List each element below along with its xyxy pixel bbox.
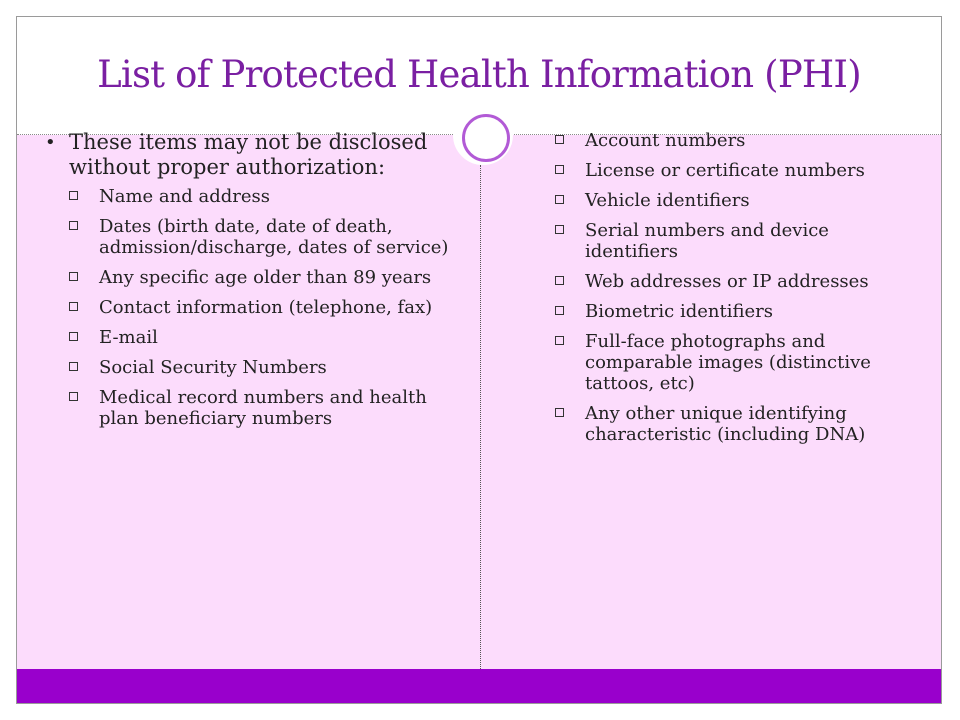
list-item-text: Full-face photographs and comparable images (distinctive tattoos, etc) — [585, 331, 871, 394]
square-bullet-icon — [555, 225, 564, 234]
list-item — [67, 267, 457, 288]
list-item — [67, 297, 457, 318]
list-item-text: Vehicle identifiers — [585, 190, 750, 211]
column-divider — [480, 165, 481, 671]
square-bullet-icon — [69, 332, 78, 341]
list-item — [553, 301, 923, 322]
list-item — [553, 220, 923, 262]
list-item-text: Medical record numbers and health plan beneficiary numbers — [99, 387, 427, 429]
list-item-text: Social Security Numbers — [99, 357, 327, 378]
list-item-text: Dates (birth date, date of death, admission/discharge, dates of service) — [99, 216, 449, 258]
list-item — [67, 327, 457, 348]
list-item-text: Biometric identifiers — [585, 301, 773, 322]
bullet-dot-icon: • — [45, 132, 56, 153]
square-bullet-icon — [69, 392, 78, 401]
list-item-text: Serial numbers and device identifiers — [585, 220, 829, 262]
list-item-text: License or certificate numbers — [585, 160, 865, 181]
circle-ornament-icon — [453, 105, 513, 165]
square-bullet-icon — [555, 165, 564, 174]
list-item — [553, 130, 923, 151]
right-column — [553, 130, 923, 454]
list-item-text: Any specific age older than 89 years — [99, 267, 432, 288]
square-bullet-icon — [69, 302, 78, 311]
left-column — [45, 130, 457, 438]
square-bullet-icon — [69, 362, 78, 371]
square-bullet-icon — [555, 408, 564, 417]
list-item-text: Web addresses or IP addresses — [585, 271, 869, 292]
list-item — [553, 403, 923, 445]
list-item — [553, 190, 923, 211]
list-item — [67, 387, 457, 429]
square-bullet-icon — [69, 272, 78, 281]
lead-bullet — [45, 130, 457, 180]
circle-ring-icon — [462, 114, 510, 162]
list-item — [553, 160, 923, 181]
list-item — [67, 357, 457, 378]
list-item-text: Contact information (telephone, fax) — [99, 297, 433, 318]
list-item-text: Account numbers — [585, 130, 746, 151]
list-item — [553, 331, 923, 394]
slide-title: List of Protected Health Information (PHI) — [97, 53, 861, 96]
list-item — [67, 216, 457, 258]
list-item-text: Any other unique identifying characteristic (including DNA) — [585, 403, 866, 445]
list-item-text: E-mail — [99, 327, 158, 348]
square-bullet-icon — [555, 336, 564, 345]
footer-bar — [17, 669, 941, 703]
square-bullet-icon — [555, 135, 564, 144]
square-bullet-icon — [555, 195, 564, 204]
square-bullet-icon — [69, 191, 78, 200]
left-item-list — [45, 186, 457, 429]
list-item-text: Name and address — [99, 186, 270, 207]
list-item — [67, 186, 457, 207]
right-item-list — [553, 130, 923, 445]
list-item — [553, 271, 923, 292]
square-bullet-icon — [555, 276, 564, 285]
lead-text: These items may not be disclosed without proper authorization: — [69, 130, 428, 179]
square-bullet-icon — [69, 221, 78, 230]
square-bullet-icon — [555, 306, 564, 315]
